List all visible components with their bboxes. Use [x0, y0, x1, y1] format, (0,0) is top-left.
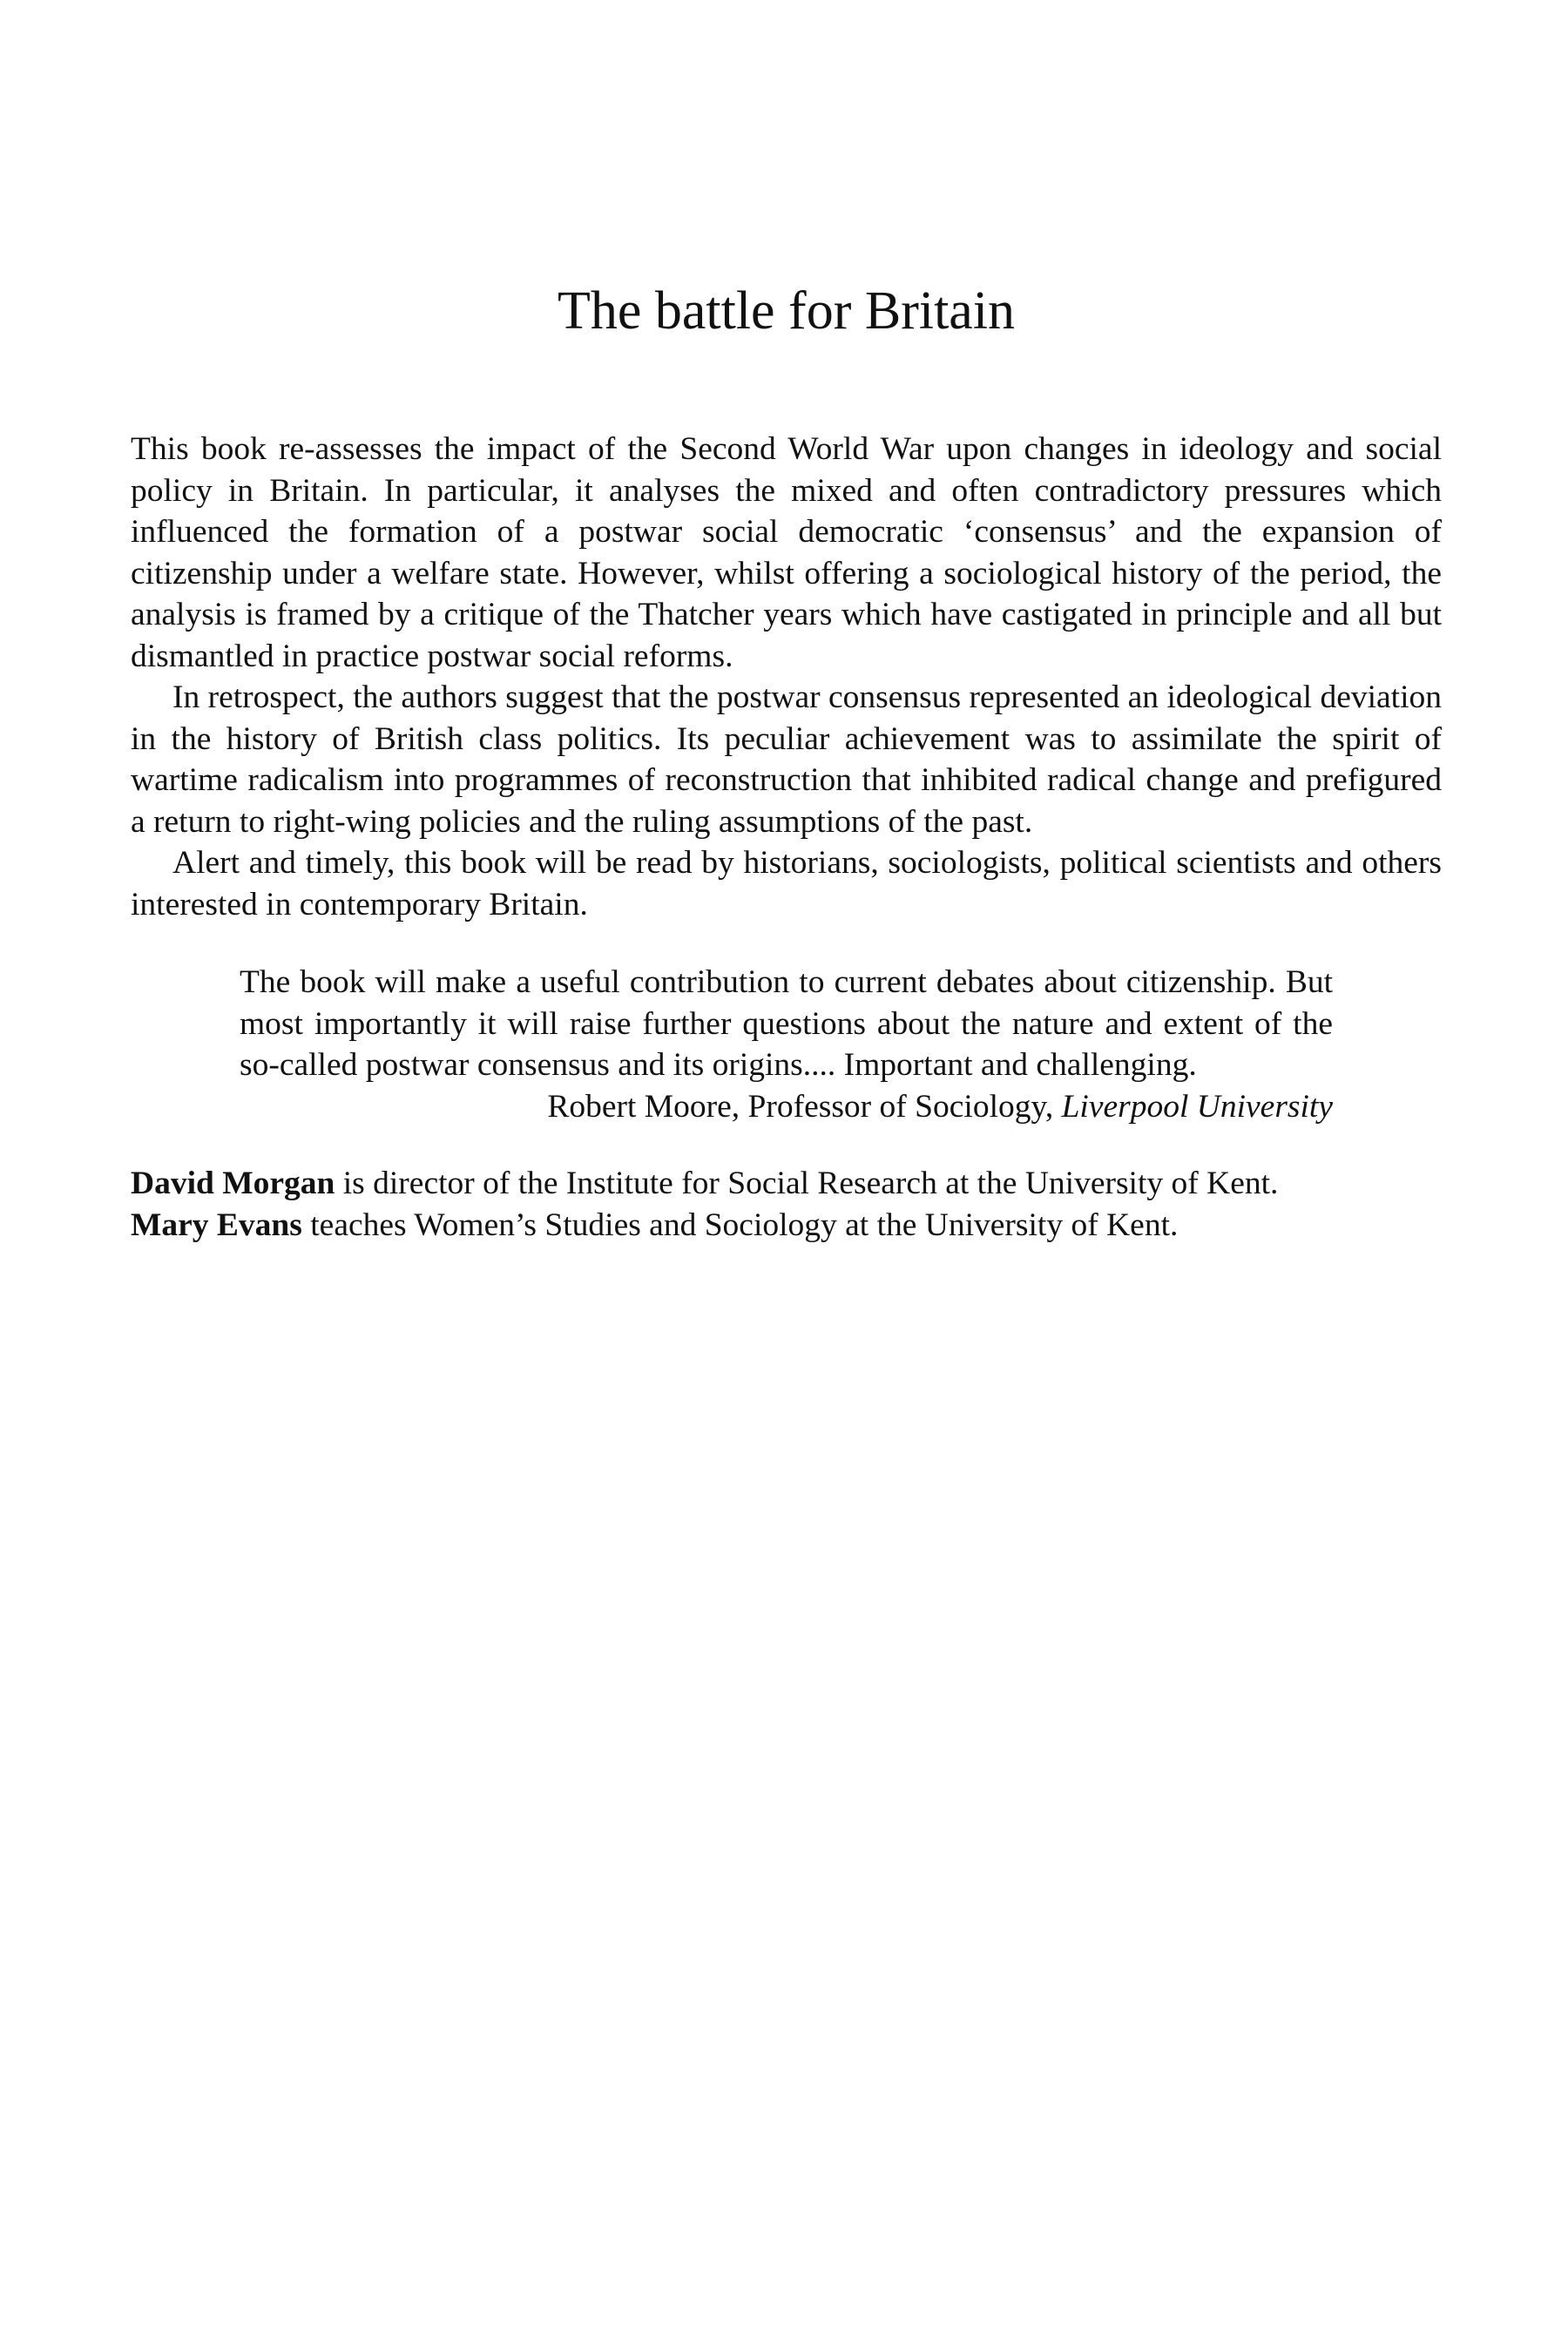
paragraph-retrospect: In retrospect, the authors suggest that the postwar consensus represented an ideological deviation in the history of British class politics. Its peculiar achievement was to assimilate the spirit of wartime radicalism into programmes of reconstruction that inhibited radical change and prefigured a return to right-wing policies and the ruling assumptions of the past. [131, 679, 1442, 840]
author-name: Mary Evans [131, 1206, 302, 1243]
author-description: is director of the Institute for Social Research at the University of Kent. [335, 1166, 1279, 1201]
quote-attribution [240, 1086, 1333, 1128]
quote-attribution-name: Robert Moore, Professor of Sociology, [547, 1088, 1062, 1125]
blurb-body [131, 429, 1442, 1246]
book-blurb-page [131, 0, 1442, 2352]
author-name: David Morgan [131, 1166, 335, 1201]
quote-text: The book will make a useful contribution to current debates about citizenship. But most importantly it will raise further questions about the nature and extent of the so-called postwar consensus and its origins.... Important and challenging. [240, 964, 1333, 1083]
author-description: teaches Women’s Studies and Sociology at the University of Kent. [301, 1206, 1179, 1243]
page-title: The battle for Britain [557, 281, 1016, 341]
paragraph-audience: Alert and timely, this book will be read by historians, sociologists, political scientists and others interested in contemporary Britain. [131, 845, 1442, 923]
paragraph-intro: This book re-assesses the impact of the Second World War upon changes in ideology and social policy in Britain. In particular, it analyses the mixed and often contradictory pressures which influenced the formation of a postwar social democratic ‘consensus’ and the expansion of citizenship under a welfare state. However, whilst offering a sociological history of the period, the analysis is framed by a critique of the Thatcher years which have castigated in principle and all but dismantled in practice postwar social reforms. [131, 431, 1442, 674]
quote-attribution-institution: Liverpool University [1061, 1088, 1333, 1125]
author-bio [131, 1205, 1442, 1247]
review-quote [240, 962, 1333, 1127]
author-bio [131, 1163, 1442, 1205]
author-bios [131, 1163, 1442, 1246]
